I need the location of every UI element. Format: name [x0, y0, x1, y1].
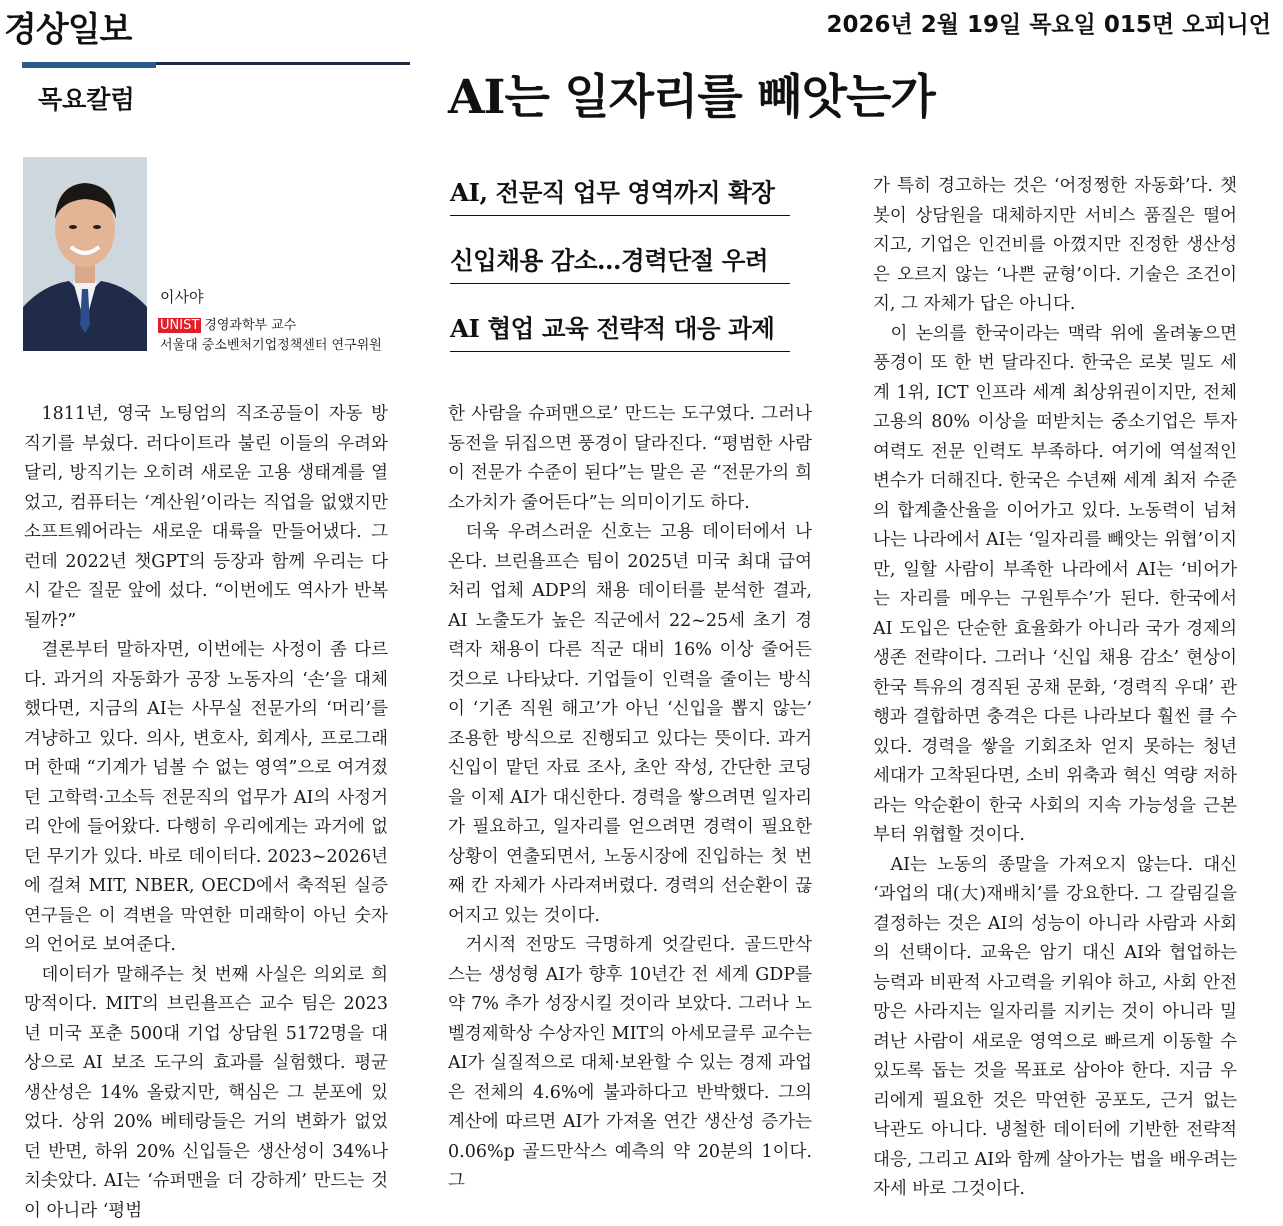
author-department: 경영과학부 교수 [204, 318, 296, 333]
paragraph: 거시적 전망도 극명하게 엇갈린다. 골드만삭스는 생성형 AI가 향후 10년간 전 세계 GDP를 약 7% 추가 성장시킬 것이라 보았다. 그러나 노벨경제학상 수상자인 MIT의 아세모글루 교수는 AI가 실질적으로 대체·보완할 수 있는 경제 과업은 전체의 4.6%에 불과하다고 반박했다. 그의 계산에 따르면 AI가 가져올 연간 생산성 증가는 0.06%p 골드만삭스 예측의 약 20분의 1이다. 그 [448, 931, 812, 1197]
article-column-1 [24, 400, 388, 1226]
paragraph: 가 특히 경고하는 것은 ‘어정쩡한 자동화’다. 챗봇이 상담원을 대체하지만 서비스 품질은 떨어지고, 기업은 인건비를 아꼈지만 진정한 생산성은 오르지 않는 ‘나쁜 균형’이다. 기술은 조건이지, 그 자체가 답은 아니다. [873, 172, 1237, 320]
paragraph: 1811년, 영국 노팅엄의 직조공들이 자동 방직기를 부쉈다. 러다이트라 불린 이들의 우려와 달리, 방직기는 오히려 새로운 고용 생태계를 열었고, 컴퓨터는 ‘계산원’이라는 직업을 없앴지만 소프트웨어라는 새로운 대륙을 만들어냈다. 그런데 2022년 챗GPT의 등장과 함께 우리는 다시 같은 질문 앞에 섰다. “이번에도 역사가 반복될까?” [24, 400, 388, 636]
subhead-3: AI 협업 교육 전략적 대응 과제 [450, 310, 790, 352]
section-label: 목요칼럼 [38, 80, 135, 116]
section-rule [22, 62, 410, 65]
headline: AI는 일자리를 빼앗는가 [448, 60, 935, 127]
article-column-2 [448, 400, 812, 1197]
paragraph: 이 논의를 한국이라는 맥락 위에 올려놓으면 풍경이 또 한 번 달라진다. 한국은 로봇 밀도 세계 1위, ICT 인프라 세계 최상위권이지만, 전체 고용의 80% 이상을 떠받치는 중소기업은 투자 여력도 전문 인력도 부족하다. 여기에 역설적인 변수가 더해진다. 한국은 수년째 세계 최저 수준의 합계출산율을 이어가고 있다. 노동력이 넘쳐나는 나라에서 AI는 ‘일자리를 빼앗는 위협’이지만, 일할 사람이 부족한 나라에서 AI는 ‘비어가는 자리를 메우는 구원투수’가 된다. 한국에서 AI 도입은 단순한 효율화가 아니라 국가 경제의 생존 전략이다. 그러나 ‘신입 채용 감소’ 현상이 한국 특유의 경직된 공채 문화, ‘경력직 우대’ 관행과 결합하면 충격은 다른 나라보다 훨씬 클 수 있다. 경력을 쌓을 기회조차 얻지 못하는 청년 세대가 고착된다면, 소비 위축과 혁신 역량 저하라는 악순환이 한국 사회의 지속 가능성을 근본부터 위협할 것이다. [873, 320, 1237, 851]
newspaper-masthead: 경상일보 [4, 2, 131, 51]
author-affiliation: 서울대 중소벤처기업정책센터 연구위원 [160, 334, 382, 353]
paragraph: 결론부터 말하자면, 이번에는 사정이 좀 다르다. 과거의 자동화가 공장 노동자의 ‘손’을 대체했다면, 지금의 AI는 사무실 전문가의 ‘머리’를 겨냥하고 있다. 의사, 변호사, 회계사, 프로그래머 한때 “기계가 넘볼 수 없는 영역”으로 여겨졌던 고학력·고소득 전문직의 업무가 AI의 사정거리 안에 들어왔다. 다행히 우리에게는 과거에 없던 무기가 있다. 바로 데이터다. 2023~2026년에 걸쳐 MIT, NBER, OECD에서 축적된 실증 연구들은 이 격변을 막연한 미래학이 아닌 숫자의 언어로 보여준다. [24, 636, 388, 961]
paragraph: 더욱 우려스러운 신호는 고용 데이터에서 나온다. 브린욜프슨 팀이 2025년 미국 최대 급여 처리 업체 ADP의 채용 데이터를 분석한 결과, AI 노출도가 높은 직군에서 22~25세 초기 경력자 채용이 다른 직군 대비 16% 이상 줄어든 것으로 나타났다. 기업들이 인력을 줄이는 방식이 ‘기존 직원 해고’가 아닌 ‘신입을 뽑지 않는’ 조용한 방식으로 진행되고 있다는 뜻이다. 과거 신입이 맡던 자료 조사, 초안 작성, 간단한 코딩을 이제 AI가 대신한다. 경력을 쌓으려면 일자리가 필요하고, 일자리를 얻으려면 경력이 필요한 상황이 연출되면서, 노동시장에 진입하는 첫 번째 칸 자체가 사라져버렸다. 경력의 선순환이 끊어지고 있는 것이다. [448, 518, 812, 931]
university-badge: UNIST [158, 318, 201, 333]
article-column-3 [873, 172, 1237, 1205]
subhead-1: AI, 전문직 업무 영역까지 확장 [450, 174, 790, 216]
author-photo [23, 157, 147, 351]
author-name: 이사야 [160, 286, 203, 307]
dateline: 2026년 2월 19일 목요일 015면 오피니언 [827, 6, 1271, 39]
paragraph: AI는 노동의 종말을 가져오지 않는다. 대신 ‘과업의 대(大)재배치’를 강요한다. 그 갈림길을 결정하는 것은 AI의 성능이 아니라 사람과 사회의 선택이다. 교육은 암기 대신 AI와 협업하는 능력과 비판적 사고력을 키워야 하고, 사회 안전망은 사라지는 일자리를 지키는 것이 아니라 밀려난 사람이 새로운 영역으로 빠르게 이동할 수 있도록 돕는 것을 목표로 삼아야 한다. 지금 우리에게 필요한 것은 막연한 공포도, 근거 없는 낙관도 아니다. 냉철한 데이터에 기반한 전략적 대응, 그리고 AI와 함께 살아가는 법을 배우려는 자세 바로 그것이다. [873, 851, 1237, 1205]
author-title [158, 314, 296, 333]
subhead-2: 신입채용 감소…경력단절 우려 [450, 242, 790, 284]
paragraph: 한 사람을 슈퍼맨으로’ 만드는 도구였다. 그러나 동전을 뒤집으면 풍경이 달라진다. “평범한 사람이 전문가 수준이 된다”는 말은 곧 “전문가의 희소가치가 줄어든다”는 의미이기도 하다. [448, 400, 812, 518]
paragraph: 데이터가 말해주는 첫 번째 사실은 의외로 희망적이다. MIT의 브린욜프슨 교수 팀은 2023년 미국 포춘 500대 기업 상담원 5172명을 대상으로 AI 보조 도구의 효과를 실험했다. 평균 생산성은 14% 올랐지만, 핵심은 그 분포에 있었다. 상위 20% 베테랑들은 거의 변화가 없었던 반면, 하위 20% 신입들은 생산성이 34%나 치솟았다. AI는 ‘슈퍼맨을 더 강하게’ 만드는 것이 아니라 ‘평범 [24, 961, 388, 1226]
